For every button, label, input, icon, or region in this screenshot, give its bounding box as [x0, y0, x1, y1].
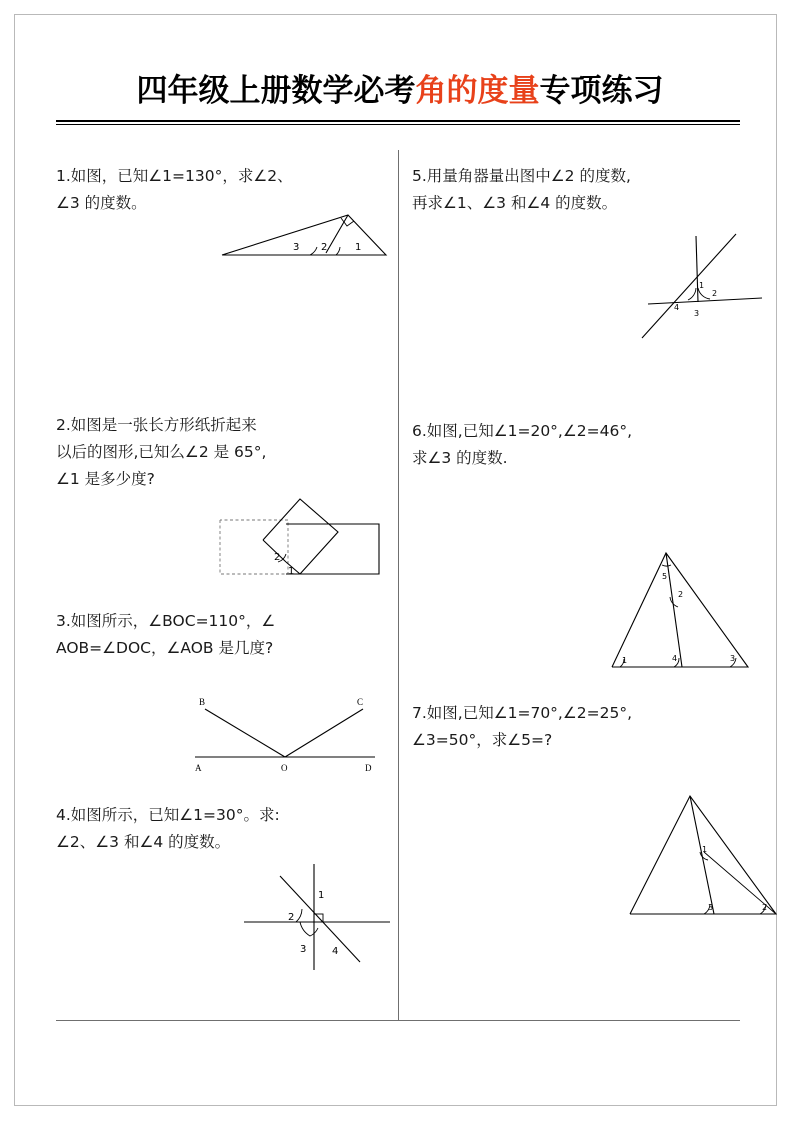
- question-6-line-2: 求∠3 的度数.: [412, 449, 508, 468]
- question-3-label-B: B: [199, 697, 206, 707]
- question-1-label-2: 2: [321, 242, 328, 253]
- question-4-line-1: 4.如图所示，已知∠1=30°。求:: [56, 806, 280, 824]
- bottom-rule: [56, 1020, 740, 1021]
- question-3-line-2: AOB=∠DOC，∠AOB 是几度?: [56, 639, 274, 658]
- title-rule-thin: [56, 124, 740, 125]
- page-title: [55, 72, 745, 111]
- page-title-text: [55, 72, 745, 111]
- question-5-label-3: 3: [694, 309, 700, 318]
- question-4-line-2: ∠2、∠3 和∠4 的度数。: [56, 833, 231, 852]
- question-5-label-1: 1: [699, 281, 705, 290]
- question-3-label-A: A: [195, 763, 202, 773]
- question-6-label-3: 3: [730, 654, 736, 663]
- question-6-figure: [600, 545, 760, 680]
- question-2-figure: [208, 482, 398, 587]
- question-4-label-1: 1: [318, 890, 325, 901]
- question-7-label-1: 1: [702, 845, 708, 854]
- question-2-line-1: 2.如图是一张长方形纸折起来: [56, 416, 257, 434]
- question-6-text: [412, 418, 747, 472]
- title-part-highlight: 角的度量: [415, 73, 540, 109]
- question-4-label-4: 4: [332, 946, 339, 957]
- question-4-label-3: 3: [300, 944, 307, 955]
- question-7-figure: [616, 790, 786, 925]
- question-3-line-1: 3.如图所示，∠BOC=110°，∠: [56, 612, 276, 630]
- title-rule-thick: [56, 120, 740, 122]
- question-3-label-O: O: [281, 763, 288, 773]
- question-5-text: [412, 163, 747, 217]
- question-5-line-1: 5.用量角器量出图中∠2 的度数,: [412, 167, 631, 185]
- question-6-label-2: 2: [678, 590, 684, 599]
- question-2-line-3: ∠1 是多少度?: [56, 470, 155, 489]
- question-5-figure: [640, 232, 770, 342]
- question-7-label-3: 3: [708, 903, 714, 912]
- question-4-text: [56, 802, 391, 856]
- question-2-line-2: 以后的图形,已知么∠2 是 65°,: [56, 443, 267, 462]
- question-7-label-2: 2: [762, 903, 768, 912]
- question-6-label-5: 5: [662, 572, 668, 581]
- title-part-3: 专项练习: [539, 73, 664, 109]
- question-7-line-1: 7.如图,已知∠1=70°,∠2=25°,: [412, 704, 633, 722]
- question-2-label-1: 1: [288, 566, 295, 577]
- question-5-label-4: 4: [674, 303, 680, 312]
- question-2-label-2: 2: [274, 552, 281, 563]
- question-1-label-3: 3: [293, 242, 300, 253]
- question-7-line-2: ∠3=50°，求∠5=?: [412, 731, 553, 750]
- title-double-rule: [56, 120, 740, 125]
- title-part-1: 四年级上册数学必考: [136, 73, 416, 109]
- question-1-figure: [218, 205, 393, 265]
- question-1-line-2: ∠3 的度数。: [56, 194, 147, 213]
- question-5-line-2: 再求∠1、∠3 和∠4 的度数。: [412, 194, 618, 213]
- question-3-figure: [185, 695, 385, 775]
- question-4-label-2: 2: [288, 912, 295, 923]
- question-3-text: [56, 608, 391, 662]
- column-divider: [398, 150, 399, 1020]
- question-5-label-2: 2: [712, 289, 718, 298]
- question-3-label-C: C: [357, 697, 364, 707]
- question-1-line-1: 1.如图，已知∠1=130°，求∠2、: [56, 167, 293, 185]
- question-6-label-1: 1: [622, 656, 628, 665]
- question-3-label-D: D: [365, 763, 372, 773]
- question-6-line-1: 6.如图,已知∠1=20°,∠2=46°,: [412, 422, 633, 440]
- question-4-figure: [240, 862, 395, 972]
- question-1-label-1: 1: [355, 242, 362, 253]
- question-6-label-4: 4: [672, 654, 678, 663]
- question-7-text: [412, 700, 747, 754]
